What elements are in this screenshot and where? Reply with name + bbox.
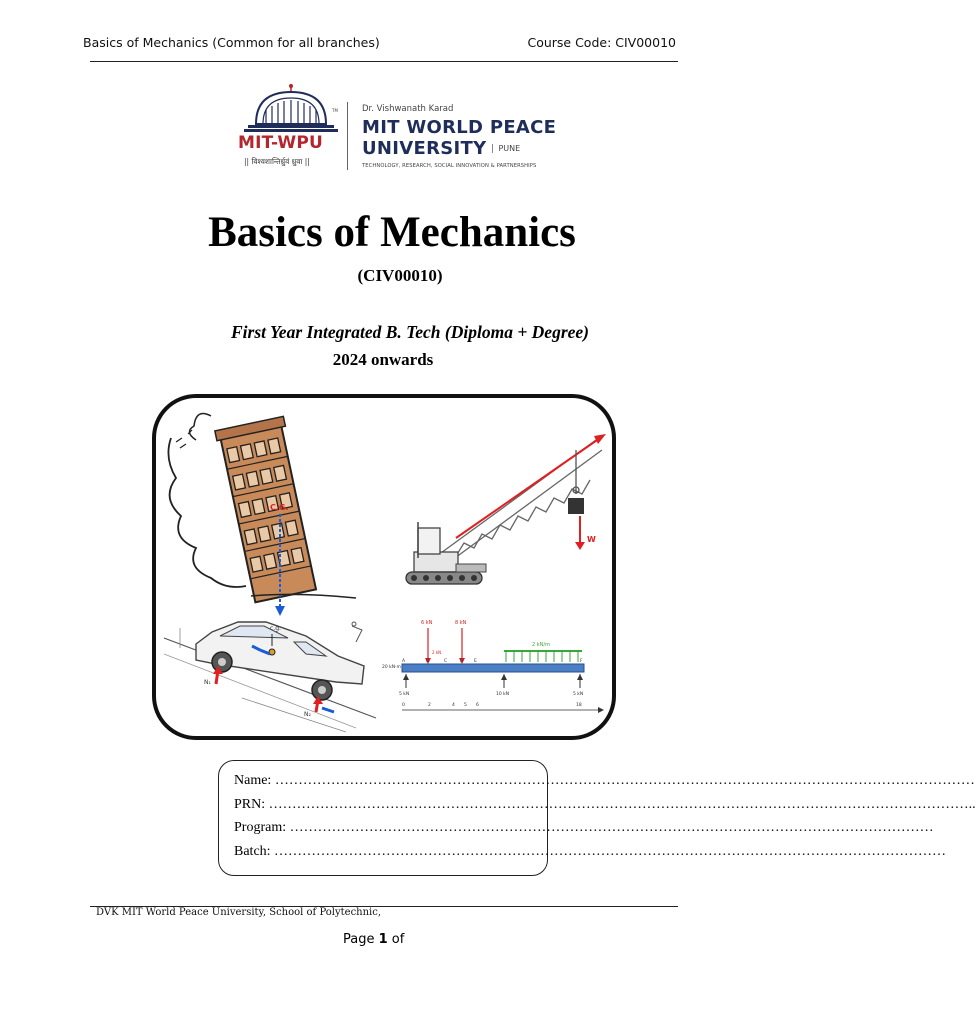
crane-illustration xyxy=(406,432,606,584)
batch-label: Batch: xyxy=(234,843,275,859)
gravity-arrow-icon xyxy=(275,606,285,616)
support-reaction-2-arrow-icon xyxy=(501,674,507,680)
prn-field[interactable] xyxy=(234,793,976,817)
x-axis-arrow-icon xyxy=(598,707,604,713)
logo-founder: Dr. Vishwanath Karad xyxy=(362,104,454,114)
program-name: First Year Integrated B. Tech (Diploma + Degree) xyxy=(230,322,589,342)
beam-moment-load-label: 2 kN xyxy=(432,650,442,655)
beam-axis-tick-3: 5 xyxy=(464,703,467,708)
udl-label: 2 kN/m xyxy=(532,642,550,648)
beam-point-b: B xyxy=(426,659,430,664)
name-field[interactable] xyxy=(234,769,975,793)
beam-axis-tick-2: 4 xyxy=(452,703,455,708)
beam-axis-tick-5: 18 xyxy=(576,703,582,708)
page-number xyxy=(343,932,404,947)
beam-load-2-label: 8 kN xyxy=(455,620,467,626)
program-dots: ………………………………………………………………………………………………………………………… xyxy=(289,820,934,835)
header-rule xyxy=(90,61,678,62)
center-of-gravity-label: C.G. xyxy=(270,503,289,512)
logo-wordmark xyxy=(362,104,556,169)
trademark-label: TM xyxy=(332,108,338,113)
beam-load-1-label: 6 kN xyxy=(421,620,433,626)
car-incline-illustration xyxy=(164,622,376,732)
front-normal-label: N₂ xyxy=(304,711,311,718)
running-header-course-code: Course Code: CIV00010 xyxy=(527,35,676,50)
logo-city: PUNE xyxy=(492,144,520,153)
footer-institution: DVK MIT World Peace University, School of Polytechnic, xyxy=(96,907,382,918)
beam-axis-tick-1: 2 xyxy=(428,703,431,708)
logo-tagline: TECHNOLOGY, RESEARCH, SOCIAL INNOVATION & PARTNERSHIPS xyxy=(362,163,537,169)
logo-divider xyxy=(347,102,348,170)
beam-axis-tick-0: 0 xyxy=(402,703,405,708)
course-code: (CIV00010) xyxy=(357,266,443,285)
beam-moment-label: 20 kN·m xyxy=(382,665,401,670)
beam-support-3-label: 5 kN xyxy=(573,692,584,697)
mechanics-illustration xyxy=(152,394,616,740)
name-dots: …………………………………………………………………………………………………………………………………… xyxy=(274,773,975,788)
logo-emblem xyxy=(236,82,346,172)
document-title: Basics of Mechanics xyxy=(208,209,576,256)
logo-name-line2: UNIVERSITY xyxy=(362,138,487,159)
university-logo xyxy=(236,82,566,172)
rear-normal-label: N₁ xyxy=(204,679,211,686)
leaning-tower-illustration xyxy=(168,414,356,616)
beam-point-e: E xyxy=(474,659,477,664)
support-reaction-3-arrow-icon xyxy=(577,674,583,680)
student-details-box xyxy=(218,760,976,876)
beam-point-c: C xyxy=(444,659,448,664)
beam-axis-tick-4: 6 xyxy=(476,703,479,708)
logo-name-line1: MIT WORLD PEACE xyxy=(362,117,557,138)
support-reaction-1-arrow-icon xyxy=(403,674,409,680)
batch-dots: ……………………………………………………………………………………………………………………………… xyxy=(274,843,947,859)
beam-point-a: A xyxy=(402,659,406,664)
logo-motto: || विश्वशान्तिर्ध्रुवं ध्रुवा || xyxy=(244,157,310,166)
logo-short-name: MIT-WPU xyxy=(238,133,324,153)
car-cg-label: c.g. xyxy=(270,625,281,632)
weight-label: W xyxy=(587,535,596,544)
batch-field[interactable] xyxy=(234,840,947,864)
prn-label: PRN: xyxy=(234,796,269,812)
tension-arrow-icon xyxy=(594,434,606,444)
beam-point-f: F xyxy=(580,659,583,664)
program-field[interactable] xyxy=(234,816,934,840)
beam-support-2-label: 10 kN xyxy=(496,692,510,697)
page-suffix: of xyxy=(387,932,405,947)
dome-icon xyxy=(236,82,346,134)
prn-dots: …………………………………………………………………………………………………………………………………….. xyxy=(268,796,976,812)
beam-diagram-illustration xyxy=(382,620,604,713)
name-label: Name: xyxy=(234,773,275,788)
beam-support-1-label: 5 kN xyxy=(399,692,410,697)
academic-year: 2024 onwards xyxy=(332,350,434,369)
page-current: 1 xyxy=(378,932,388,947)
page-prefix: Page xyxy=(343,932,379,947)
weight-arrow-icon xyxy=(575,542,585,550)
running-header-title: Basics of Mechanics (Common for all branches) xyxy=(83,35,380,50)
program-label: Program: xyxy=(234,820,290,835)
beam-point-d: D xyxy=(460,659,464,664)
